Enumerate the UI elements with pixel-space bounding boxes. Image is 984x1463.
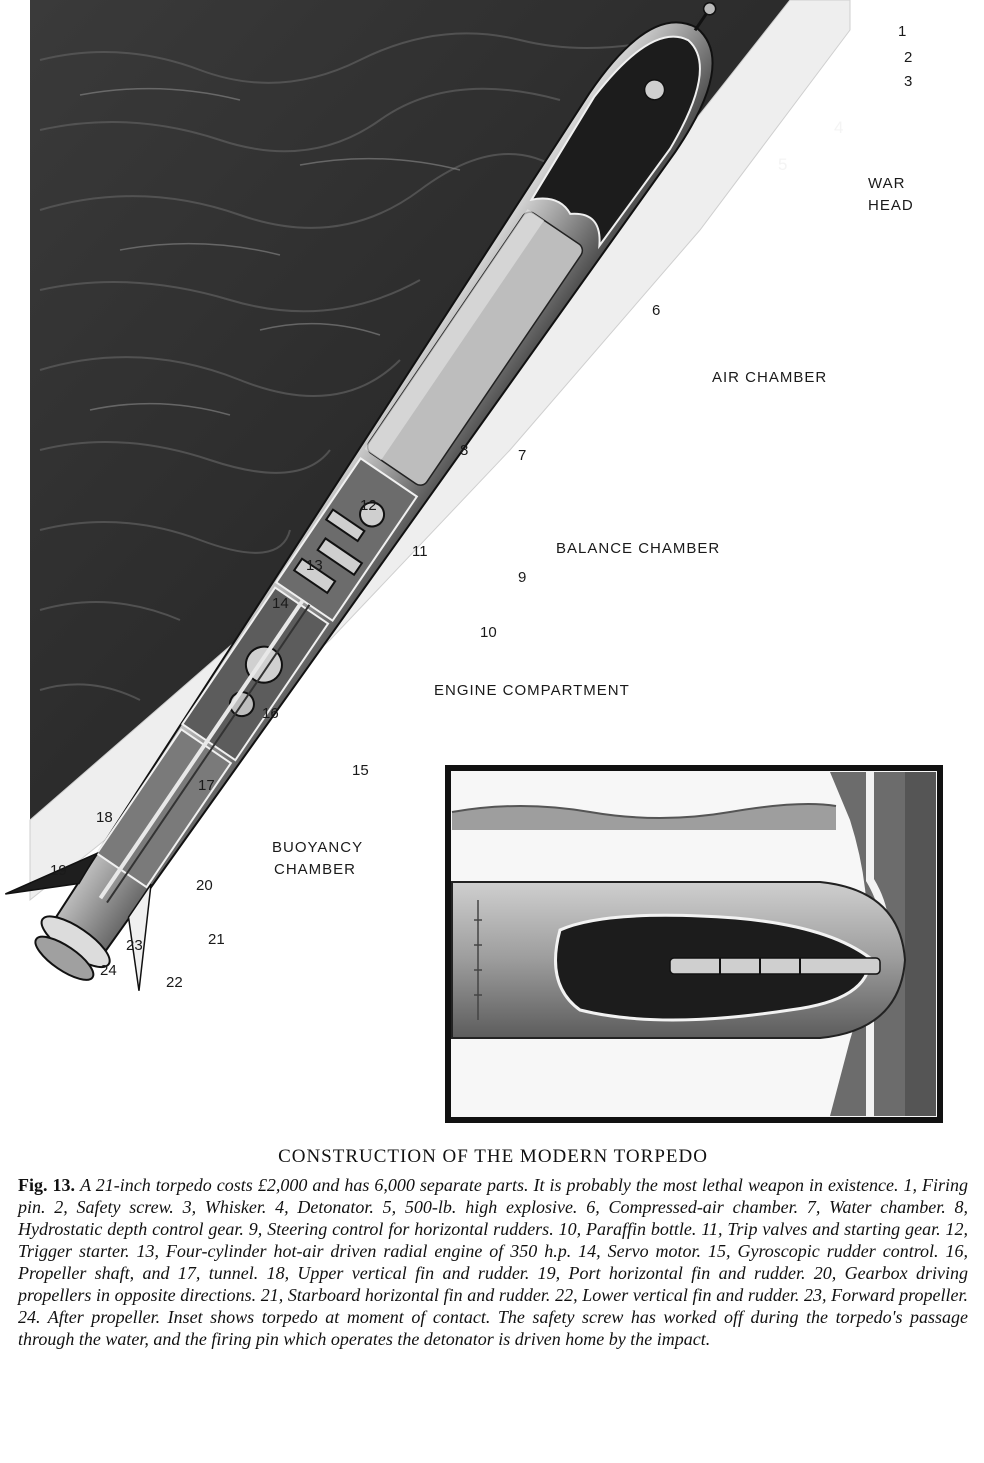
- label-engine-compartment: ENGINE COMPARTMENT: [434, 682, 630, 699]
- label-buoyancy-2: CHAMBER: [274, 861, 357, 878]
- label-air-chamber: AIR CHAMBER: [712, 369, 828, 386]
- part-number-15: 15: [352, 762, 369, 779]
- part-number-9: 9: [518, 569, 527, 586]
- part-number-22: 22: [166, 974, 183, 991]
- part-number-7: 7: [518, 447, 527, 464]
- figure-caption: [18, 1146, 968, 1350]
- part-number-1: 1: [898, 23, 907, 40]
- part-number-16: 16: [262, 705, 279, 722]
- part-number-2: 2: [904, 49, 913, 66]
- part-number-14: 14: [272, 595, 289, 612]
- part-number-17: 17: [198, 777, 215, 794]
- label-war-head-1: WAR: [868, 175, 906, 192]
- caption-text: A 21-inch torpedo costs £2,000 and has 6,000 separate parts. It is probably the most lethal weapon in existence. 1, Firing pin. 2, Safety screw. 3, Whisker. 4, Detonator. 5, 500-lb. high explosive. 6, Compressed-air chamber. 7, Water chamber. 8, Hydrostatic depth control gear. 9, Steering control for horizontal rudders. 10, Paraffin bottle. 11, Trip valves and starting gear. 12, Trigger starter. 13, Four-cylinder hot-air driven radial engine of 350 h.p. 14, Servo motor. 15, Gyroscopic rudder control. 16, Propeller shaft, and 17, tunnel. 18, Upper vertical fin and rudder. 19, Port horizontal fin and rudder. 20, Gearbox driving propellers in opposite directions. 21, Starboard horizontal fin and rudder. 22, Lower vertical fin and rudder. 23, Forward propeller. 24. After propeller. Inset shows torpedo at moment of contact. The safety screw has worked off during the torpedo's passage through the water, and the firing pin which operates the detonator is driven home by the impact.: [18, 1175, 969, 1349]
- part-number-18: 18: [96, 809, 113, 826]
- part-number-6: 6: [652, 302, 661, 319]
- part-number-13: 13: [306, 557, 323, 574]
- part-number-8: 8: [460, 442, 469, 459]
- label-buoyancy-1: BUOYANCY: [272, 839, 364, 856]
- label-war-head-2: HEAD: [868, 197, 914, 214]
- inset-firing-pin: [670, 958, 880, 974]
- caption-title: CONSTRUCTION OF THE MODERN TORPEDO: [278, 1146, 708, 1167]
- part-number-10: 10: [480, 624, 497, 641]
- label-balance-chamber: BALANCE CHAMBER: [556, 540, 721, 557]
- part-number-21: 21: [208, 931, 225, 948]
- part-number-12: 12: [360, 497, 377, 514]
- part-number-11: 11: [412, 543, 428, 560]
- caption-body: [18, 1174, 968, 1350]
- part-number-4: 4: [834, 118, 844, 137]
- part-number-23: 23: [126, 937, 143, 954]
- part-number-20: 20: [196, 877, 213, 894]
- part-number-3: 3: [904, 73, 913, 90]
- part-number-24: 24: [100, 962, 117, 979]
- part-number-5: 5: [778, 155, 788, 174]
- inset-impact-view: [448, 768, 940, 1120]
- part-number-19: 19: [50, 862, 67, 879]
- caption-fig-label: Fig. 13.: [18, 1175, 76, 1195]
